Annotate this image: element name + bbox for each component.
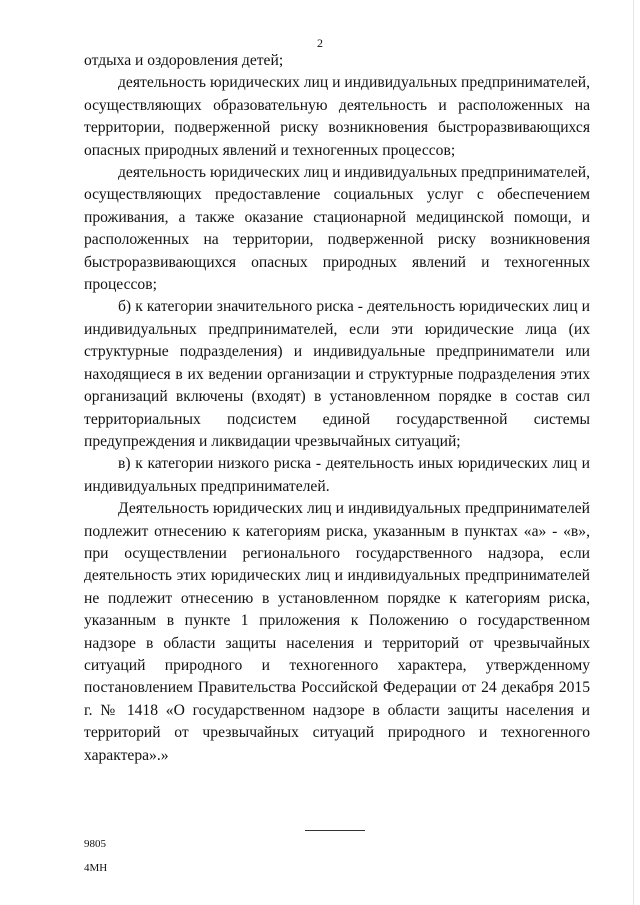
paragraph-social-services: деятельность юридических лиц и индивидуальных предпринимателей, осуществляющих предоставление социальных услуг с обеспечением проживания, а также оказание стационарной медицинской помощи, и расположенных на территории, подверженной риску возникновения быстроразвивающихся опасных природных явлений и техногенных процессов; bbox=[84, 164, 590, 294]
page-number: 2 bbox=[317, 36, 323, 50]
footer-code-number: 9805 bbox=[84, 838, 106, 850]
scan-edge bbox=[633, 0, 634, 905]
footer-code-author: 4МН bbox=[84, 862, 108, 874]
paragraph-education: деятельность юридических лиц и индивидуальных предпринимателей, осуществляющих образовательную деятельность и расположенных на территории, подверженной риску возникновения быстроразвивающихся опасных природных явлений и техногенных процессов; bbox=[84, 74, 590, 159]
paragraph-continuation: отдыха и оздоровления детей; bbox=[84, 52, 284, 69]
paragraph-low-risk: в) к категории низкого риска - деятельность иных юридических лиц и индивидуальных предпринимателей. bbox=[84, 455, 590, 495]
paragraph-significant-risk: б) к категории значительного риска - деятельность юридических лиц и индивидуальных предпринимателей, если эти юридические лица (их структурные подразделения) и индивидуальные предприниматели или находящиеся в их ведении организации и структурные подразделения этих организаций включены (входят) в установленном порядке в состав сил территориальных подсистем единой государственной системы предупреждения и ликвидации чрезвычайных ситуаций; bbox=[84, 298, 590, 450]
closing-rule bbox=[305, 830, 365, 831]
paragraph-regional-supervision: Деятельность юридических лиц и индивидуальных предпринимателей подлежит отнесению к категориям риска, указанным в пунктах «а» - «в», при осуществлении регионального государственного надзора, если деятельность этих юридических лиц и индивидуальных предпринимателей не подлежит отнесению в установленном порядке к категориям риска, указанным в пункте 1 приложения к Положению о государственном надзоре в области защиты населения и территорий от чрезвычайных ситуаций природного и техногенного характера, утвержденному постановлением Правительства Российской Федерации от 24 декабря 2015 г. № 1418 «О государственном надзоре в области защиты населения и территорий от чрезвычайных ситуаций природного и техногенного характера».» bbox=[84, 500, 590, 764]
document-body bbox=[84, 50, 590, 767]
